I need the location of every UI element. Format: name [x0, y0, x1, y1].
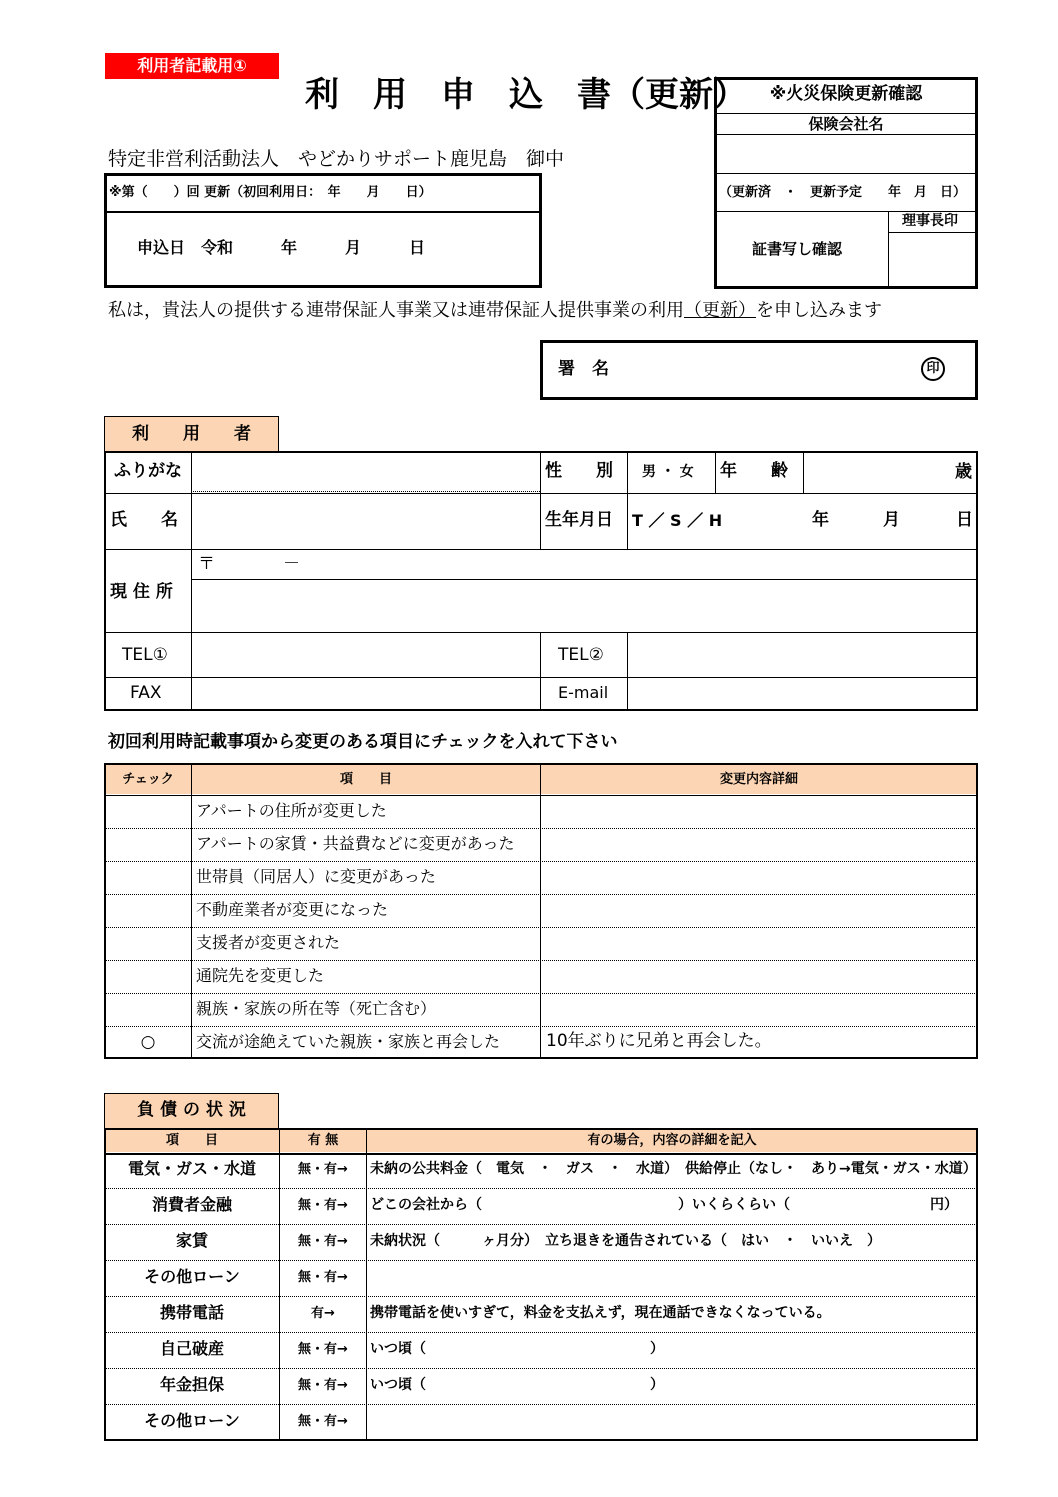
furigana-input[interactable] [193, 453, 539, 490]
application-date: 申込日 令和 年 月 日 [137, 238, 426, 257]
debt-detail[interactable]: 携帯電話を使いすぎて，料金を支払えず，現在通話できなくなっている。 [370, 1305, 831, 1321]
form-badge: 利用者記載用① [105, 53, 279, 79]
address-input[interactable] [193, 581, 976, 631]
birthdate-era[interactable]: T ／ S ／ H [632, 511, 723, 530]
seal-mark: 印 [926, 361, 940, 376]
change-item: 不動産業者が変更になった [196, 900, 389, 919]
renewal-count-line: ※第（ ）回 更新（初回利用日： 年 月 日） [109, 185, 432, 200]
debt-detail[interactable]: 未納の公共料金（ 電気 ・ ガス ・ 水道） 供給停止（なし・ あり→電気・ガス・水道） [370, 1161, 977, 1177]
fire-insurance-heading: ※火災保険更新確認 [769, 84, 923, 104]
debt-flag[interactable]: 無・有→ [298, 1342, 348, 1357]
declaration-renewal: （更新） [684, 300, 756, 321]
birth-year-unit: 年 [812, 510, 829, 530]
debt-item: 消費者金融 [151, 1195, 232, 1214]
debt-flag[interactable]: 無・有→ [298, 1234, 348, 1249]
chairman-seal-label: 理事長印 [902, 213, 958, 229]
gender-label: 性 別 [545, 461, 613, 481]
debt-item: 自己破産 [159, 1339, 224, 1358]
debt-header-item: 項 目 [165, 1133, 218, 1148]
debt-flag[interactable]: 無・有→ [298, 1198, 348, 1213]
tel2-label: TEL② [558, 645, 604, 665]
declaration-text: 私は，貴法人の提供する連帯保証人事業又は連帯保証人提供事業の利用 [108, 300, 684, 321]
change-item: 親族・家族の所在等（死亡含む） [196, 999, 437, 1018]
debt-detail[interactable]: いつ頃（ ） [370, 1341, 664, 1357]
debt-flag[interactable]: 無・有→ [298, 1162, 348, 1177]
debt-item: その他ローン [144, 1267, 240, 1286]
birth-month-unit: 月 [883, 510, 900, 530]
postal-code[interactable]: 〒 － [198, 554, 300, 574]
changes-instruction: 初回利用時記載事項から変更のある項目にチェックを入れて下さい [108, 732, 618, 752]
change-detail[interactable]: 10年ぶりに兄弟と再会した。 [546, 1031, 772, 1051]
birthdate-label: 生年月日 [545, 510, 613, 530]
addressee: 特定非営利活動法人 やどかりサポート鹿児島 御中 [108, 148, 565, 170]
change-check-box[interactable]: ○ [140, 1032, 156, 1052]
debt-flag[interactable]: 無・有→ [298, 1270, 348, 1285]
debt-detail[interactable]: どこの会社から（ ）いくらくらい（ 円） [370, 1197, 958, 1213]
tel1-label: TEL① [122, 645, 168, 665]
page-title: 利 用 申 込 書（更新） [305, 75, 747, 115]
age-unit: 歳 [955, 462, 972, 482]
signature-label: 署 名 [558, 359, 609, 379]
debt-item: 家賃 [175, 1231, 208, 1250]
birth-day-unit: 日 [956, 510, 973, 530]
debt-item: 年金担保 [159, 1375, 224, 1394]
debt-item: その他ローン [144, 1411, 240, 1430]
fax-input[interactable] [193, 679, 539, 709]
changes-header-item: 項 目 [339, 772, 392, 787]
debt-header-flag: 有 無 [307, 1133, 339, 1148]
declaration [108, 302, 882, 320]
debt-detail[interactable]: 未納状況（ ヶ月分） 立ち退きを通告されている（ はい ・ いいえ ） [370, 1233, 881, 1249]
fax-label: FAX [130, 683, 162, 703]
email-label: E-mail [558, 683, 609, 702]
gender-options[interactable]: 男 ・ 女 [642, 464, 694, 480]
debt-header-detail: 有の場合，内容の詳細を記入 [587, 1133, 757, 1148]
user-section-title-text: 利 用 者 [132, 424, 251, 444]
debt-flag[interactable]: 無・有→ [298, 1414, 348, 1429]
debt-flag[interactable]: 有→ [311, 1306, 335, 1321]
declaration-ending: を申し込みます [756, 300, 882, 321]
debt-section-title-text: 負 債 の 状 況 [137, 1100, 246, 1120]
changes-header-check: チェック [122, 772, 174, 787]
email-input[interactable] [629, 679, 976, 709]
change-item: 支援者が変更された [196, 933, 341, 952]
debt-detail[interactable]: いつ頃（ ） [370, 1377, 664, 1393]
insurance-status: （更新済 ・ 更新予定 年 月 日） [719, 185, 967, 200]
tel2-input[interactable] [629, 634, 976, 676]
debt-item: 携帯電話 [159, 1303, 224, 1322]
insurance-company-label: 保険会社名 [808, 115, 884, 133]
certificate-copy-label: 証書写し確認 [752, 240, 843, 258]
address-label: 現 住 所 [110, 582, 173, 602]
change-item: アパートの住所が変更した [196, 801, 387, 820]
change-item: アパートの家賃・共益費などに変更があった [196, 834, 515, 853]
furigana-label: ふりがな [114, 461, 182, 481]
debt-item: 電気・ガス・水道 [127, 1159, 256, 1178]
change-item: 交流が途絶えていた親族・家族と再会した [196, 1032, 501, 1051]
age-label: 年 齢 [720, 461, 788, 481]
name-label: 氏 名 [110, 510, 178, 530]
tel1-input[interactable] [193, 634, 539, 676]
change-item: 通院先を変更した [196, 966, 325, 985]
change-item: 世帯員（同居人）に変更があった [196, 867, 436, 886]
debt-flag[interactable]: 無・有→ [298, 1378, 348, 1393]
changes-header-detail: 変更内容詳細 [719, 772, 798, 787]
name-input[interactable] [193, 495, 539, 548]
